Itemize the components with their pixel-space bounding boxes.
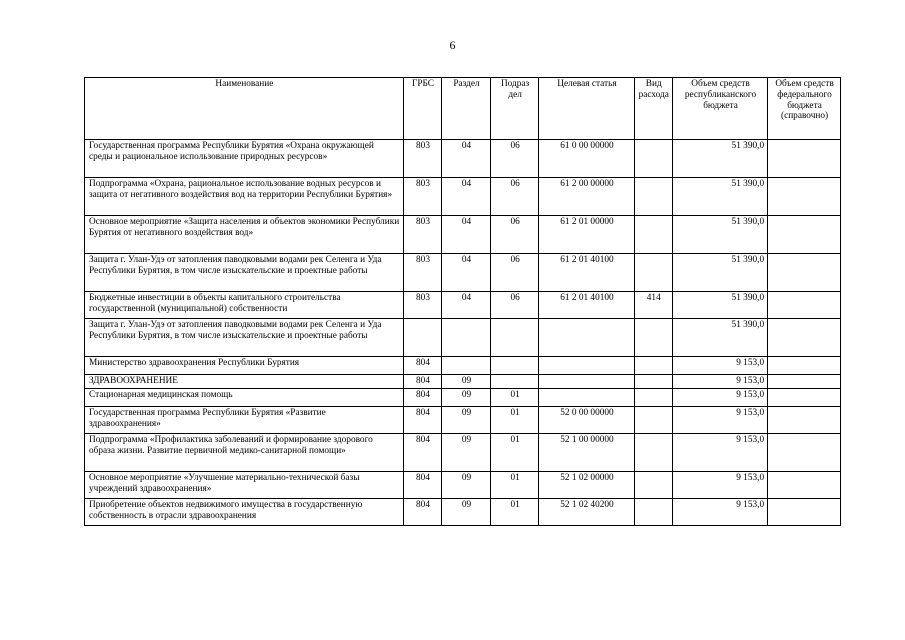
cell-subsection: 01 [490, 434, 539, 472]
cell-subsection: 06 [490, 178, 539, 216]
cell-section: 04 [442, 216, 491, 254]
cell-target-article: 61 2 01 40100 [539, 292, 634, 319]
table-row [85, 434, 841, 472]
cell-republic-budget: 9 153,0 [672, 389, 767, 407]
cell-grbs: 804 [403, 434, 441, 472]
cell-section [442, 319, 491, 357]
cell-subsection: 01 [490, 389, 539, 407]
cell-target-article: 52 0 00 00000 [539, 407, 634, 434]
cell-section: 09 [442, 499, 491, 526]
cell-section: 09 [442, 389, 491, 407]
header-name: Наименование [85, 78, 404, 140]
cell-expense-type [634, 407, 672, 434]
cell-republic-budget: 9 153,0 [672, 499, 767, 526]
table-row [85, 357, 841, 375]
table-row [85, 292, 841, 319]
cell-section: 09 [442, 472, 491, 499]
header-federal-budget: Объем средств федерального бюджета (справочно) [768, 78, 841, 140]
cell-grbs [403, 319, 441, 357]
cell-subsection: 06 [490, 254, 539, 292]
cell-federal-budget [768, 375, 841, 389]
table-row [85, 389, 841, 407]
table-row [85, 472, 841, 499]
cell-grbs: 803 [403, 178, 441, 216]
cell-name: Подпрограмма «Профилактика заболеваний и формирование здорового образа жизни. Развитие первичной медико-санитарной помощи» [85, 434, 404, 472]
header-section: Раздел [442, 78, 491, 140]
cell-name: Бюджетные инвестиции в объекты капитального строительства государственной (муниципальной) собственности [85, 292, 404, 319]
cell-target-article: 61 2 01 40100 [539, 254, 634, 292]
table-row [85, 216, 841, 254]
table-row [85, 375, 841, 389]
cell-grbs: 803 [403, 254, 441, 292]
cell-subsection: 01 [490, 472, 539, 499]
header-subsection: Подраз дел [490, 78, 539, 140]
cell-name: Приобретение объектов недвижимого имущества в государственную собственность в отрасли здравоохранения [85, 499, 404, 526]
cell-target-article: 61 0 00 00000 [539, 140, 634, 178]
table-row [85, 499, 841, 526]
cell-expense-type [634, 389, 672, 407]
table-row [85, 178, 841, 216]
cell-section [442, 357, 491, 375]
cell-expense-type [634, 434, 672, 472]
cell-grbs: 804 [403, 499, 441, 526]
table-row [85, 254, 841, 292]
header-row [85, 78, 841, 140]
cell-section: 04 [442, 140, 491, 178]
cell-republic-budget: 51 390,0 [672, 216, 767, 254]
cell-republic-budget: 9 153,0 [672, 375, 767, 389]
cell-grbs: 804 [403, 472, 441, 499]
cell-federal-budget [768, 389, 841, 407]
cell-grbs: 804 [403, 375, 441, 389]
cell-federal-budget [768, 407, 841, 434]
cell-expense-type [634, 472, 672, 499]
cell-expense-type [634, 375, 672, 389]
cell-name: Подпрограмма «Охрана, рациональное использование водных ресурсов и защита от негативного воздействия вод на территории Республики Бурятия» [85, 178, 404, 216]
cell-subsection: 06 [490, 292, 539, 319]
cell-target-article [539, 389, 634, 407]
cell-section: 09 [442, 434, 491, 472]
cell-expense-type [634, 140, 672, 178]
cell-republic-budget: 9 153,0 [672, 434, 767, 472]
header-expense-type: Вид расхода [634, 78, 672, 140]
cell-grbs: 803 [403, 216, 441, 254]
cell-federal-budget [768, 140, 841, 178]
header-grbs: ГРБС [403, 78, 441, 140]
cell-federal-budget [768, 216, 841, 254]
cell-grbs: 804 [403, 357, 441, 375]
cell-section: 09 [442, 375, 491, 389]
cell-target-article: 52 1 02 40200 [539, 499, 634, 526]
cell-name: Защита г. Улан-Удэ от затопления паводковыми водами рек Селенга и Уда Республики Бурятия, в том числе изыскательские и проектные работы [85, 254, 404, 292]
cell-target-article [539, 319, 634, 357]
cell-target-article [539, 357, 634, 375]
cell-republic-budget: 51 390,0 [672, 292, 767, 319]
cell-federal-budget [768, 499, 841, 526]
cell-name: Государственная программа Республики Бурятия «Развитие здравоохранения» [85, 407, 404, 434]
cell-target-article [539, 375, 634, 389]
cell-grbs: 804 [403, 407, 441, 434]
cell-expense-type [634, 254, 672, 292]
cell-republic-budget: 51 390,0 [672, 178, 767, 216]
cell-expense-type [634, 216, 672, 254]
cell-republic-budget: 51 390,0 [672, 140, 767, 178]
cell-section: 09 [442, 407, 491, 434]
cell-federal-budget [768, 357, 841, 375]
cell-republic-budget: 51 390,0 [672, 319, 767, 357]
cell-federal-budget [768, 319, 841, 357]
cell-expense-type [634, 319, 672, 357]
cell-name: Государственная программа Республики Бурятия «Охрана окружающей среды и рациональное использование природных ресурсов» [85, 140, 404, 178]
cell-target-article: 52 1 00 00000 [539, 434, 634, 472]
cell-name: Министерство здравоохранения Республики Бурятия [85, 357, 404, 375]
budget-table [84, 77, 841, 526]
cell-federal-budget [768, 178, 841, 216]
cell-target-article: 61 2 01 00000 [539, 216, 634, 254]
cell-subsection: 06 [490, 140, 539, 178]
cell-republic-budget: 51 390,0 [672, 254, 767, 292]
cell-section: 04 [442, 178, 491, 216]
table-row [85, 140, 841, 178]
cell-republic-budget: 9 153,0 [672, 357, 767, 375]
cell-section: 04 [442, 292, 491, 319]
table-row [85, 407, 841, 434]
cell-name: Стационарная медицинская помощь [85, 389, 404, 407]
cell-grbs: 804 [403, 389, 441, 407]
cell-target-article: 61 2 00 00000 [539, 178, 634, 216]
cell-grbs: 803 [403, 292, 441, 319]
cell-subsection: 01 [490, 407, 539, 434]
cell-subsection [490, 357, 539, 375]
cell-name: Защита г. Улан-Удэ от затопления паводковыми водами рек Селенга и Уда Республики Бурятия, в том числе изыскательские и проектные работы [85, 319, 404, 357]
cell-federal-budget [768, 434, 841, 472]
cell-subsection: 01 [490, 499, 539, 526]
cell-subsection [490, 319, 539, 357]
cell-target-article: 52 1 02 00000 [539, 472, 634, 499]
cell-name: Основное мероприятие «Защита населения и объектов экономики Республики Бурятия от негативного воздействия вод» [85, 216, 404, 254]
cell-grbs: 803 [403, 140, 441, 178]
cell-section: 04 [442, 254, 491, 292]
header-republic-budget: Объем средств республиканского бюджета [672, 78, 767, 140]
cell-name: ЗДРАВООХРАНЕНИЕ [85, 375, 404, 389]
cell-federal-budget [768, 472, 841, 499]
cell-expense-type [634, 178, 672, 216]
cell-republic-budget: 9 153,0 [672, 472, 767, 499]
cell-expense-type: 414 [634, 292, 672, 319]
cell-subsection [490, 375, 539, 389]
cell-expense-type [634, 499, 672, 526]
table-row [85, 319, 841, 357]
cell-federal-budget [768, 254, 841, 292]
cell-republic-budget: 9 153,0 [672, 407, 767, 434]
page-number: 6 [449, 38, 456, 52]
header-target-article: Целевая статья [539, 78, 634, 140]
cell-name: Основное мероприятие «Улучшение материально-технической базы учреждений здравоохранения» [85, 472, 404, 499]
cell-subsection: 06 [490, 216, 539, 254]
cell-expense-type [634, 357, 672, 375]
cell-federal-budget [768, 292, 841, 319]
